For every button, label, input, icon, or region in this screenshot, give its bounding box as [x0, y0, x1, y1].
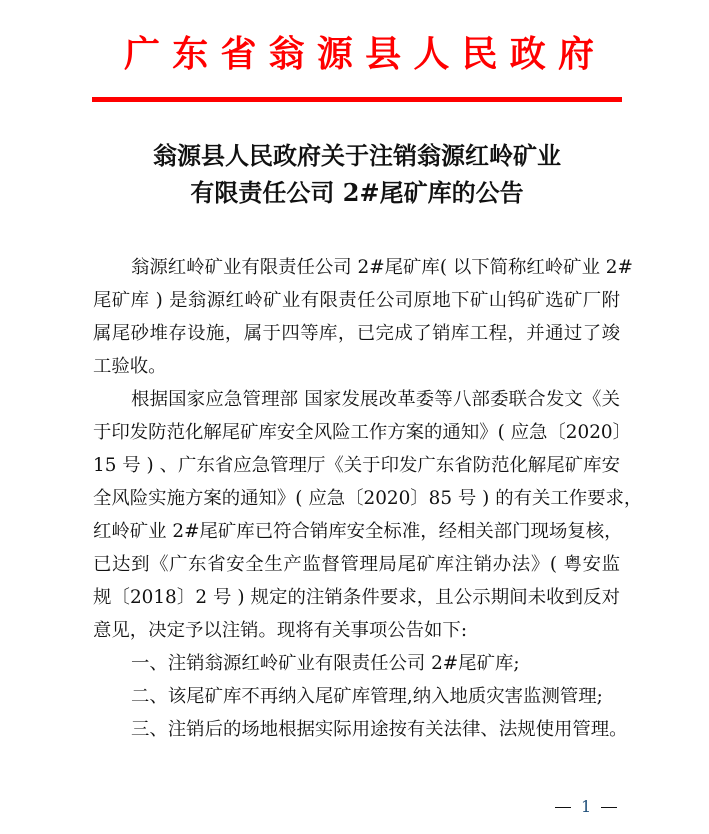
issuer-char: 府	[557, 33, 594, 75]
paragraph-2	[93, 383, 643, 647]
paragraph-line: 工验收。	[93, 356, 167, 377]
paragraph-line: 翁源红岭矿业有限责任公司 2#尾矿库( 以下简称红岭矿业 2#	[131, 257, 633, 278]
red-header-rule	[92, 97, 622, 102]
paragraph-line: 红岭矿业 2#尾矿库已符合销库安全标准，经相关部门现场复核，	[93, 521, 623, 542]
document-title-line-1: 翁源县人民政府关于注销翁源红岭矿业	[153, 141, 561, 170]
paragraph-line: 全风险实施方案的通知》( 应急〔2020〕85 号 ) 的有关工作要求，	[93, 488, 643, 509]
issuer-char: 东	[172, 33, 209, 75]
paragraph-1	[93, 251, 633, 383]
dash-left	[555, 807, 571, 808]
notice-item: 三、注销后的场地根据实际用途按有关法律、法规使用管理。	[131, 719, 628, 740]
page-number-value: 1	[581, 797, 592, 816]
issuer-header	[92, 30, 622, 80]
issuer-char: 政	[509, 33, 546, 75]
notice-item: 一、注销翁源红岭矿业有限责任公司 2#尾矿库;	[131, 653, 520, 674]
dash-right	[601, 807, 617, 808]
issuer-char: 人	[413, 33, 450, 75]
paragraph-line: 已达到《广东省安全生产监督管理局尾矿库注销办法》( 粤安监	[93, 554, 620, 575]
issuer-char: 翁	[268, 33, 305, 75]
issuer-char: 源	[316, 33, 353, 75]
document-title-line-2: 有限责任公司 2#尾矿库的公告	[190, 178, 524, 207]
issuer-char: 广	[124, 33, 161, 75]
paragraph-line: 规〔2018〕2 号 ) 规定的注销条件要求，且公示期间未收到反对	[93, 587, 620, 608]
paragraph-line: 于印发防范化解尾矿库安全风险工作方案的通知》( 应急〔2020〕	[93, 422, 631, 443]
paragraph-line: 尾矿库 ) 是翁源红岭矿业有限责任公司原地下矿山钨矿选矿厂附	[93, 290, 620, 311]
issuer-char: 省	[220, 33, 257, 75]
paragraph-line: 根据国家应急管理部 国家发展改革委等八部委联合发文《关	[131, 389, 620, 410]
paragraph-line: 意见，决定予以注销。现将有关事项公告如下:	[93, 620, 468, 641]
notice-item: 二、该尾矿库不再纳入尾矿库管理,纳入地质灾害监测管理;	[131, 686, 603, 707]
paragraph-line: 15 号 ) 、广东省应急管理厅《关于印发广东省防范化解尾矿库安	[93, 455, 620, 476]
paragraph-line: 属尾砂堆存设施，属于四等库，已完成了销库工程，并通过了竣	[93, 323, 620, 344]
notice-items	[93, 647, 628, 746]
page-number	[545, 797, 627, 817]
issuer-char: 县	[365, 33, 402, 75]
issuer-char: 民	[461, 33, 498, 75]
